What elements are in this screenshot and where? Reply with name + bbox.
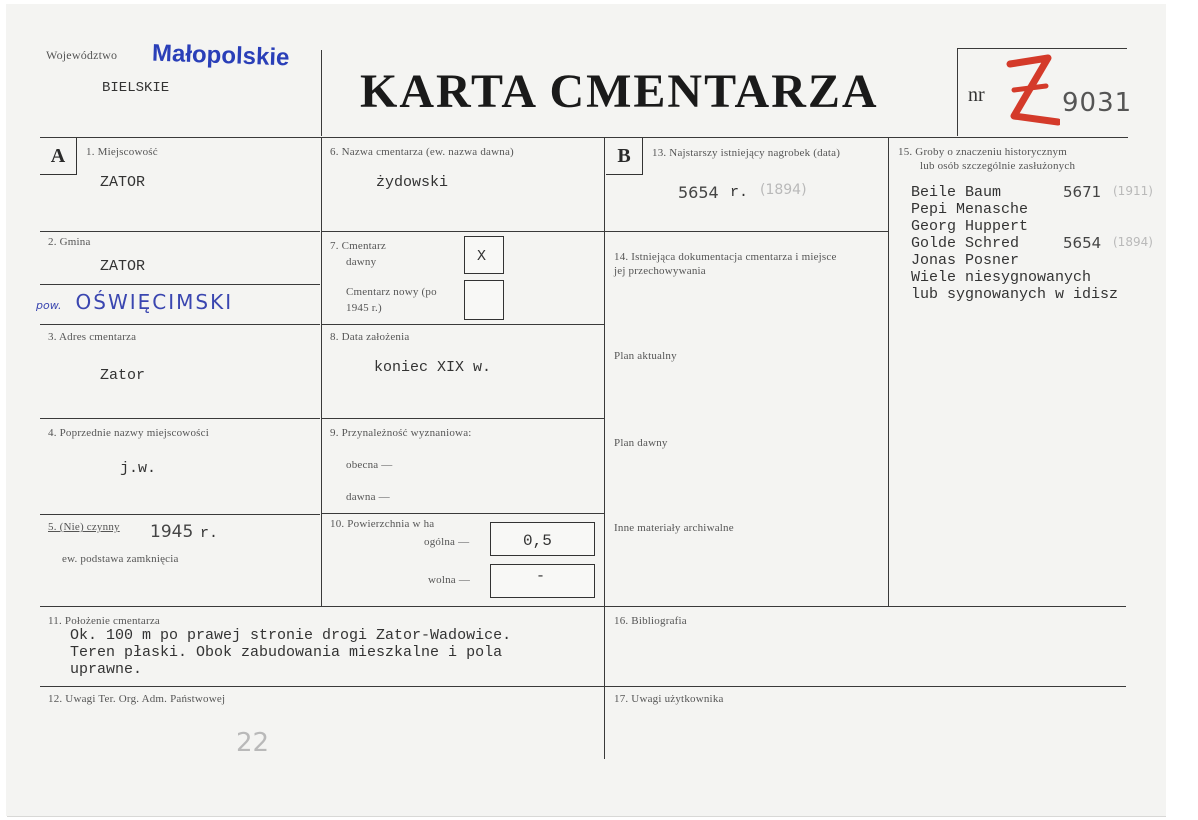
f5-label: 5. (Nie) czynny bbox=[48, 521, 120, 533]
f2-rule bbox=[40, 284, 320, 285]
f6-rule bbox=[322, 231, 604, 232]
inne-materialy: Inne materiały archiwalne bbox=[614, 522, 734, 534]
f13-value: 5654 bbox=[678, 183, 719, 202]
grave-row bbox=[911, 200, 1118, 217]
grave-row bbox=[911, 268, 1118, 285]
f5-sub: ew. podstawa zamknięcia bbox=[62, 553, 179, 565]
f4-label: 4. Poprzednie nazwy miejscowości bbox=[48, 427, 209, 439]
grave-row bbox=[911, 251, 1118, 268]
grave-row bbox=[911, 234, 1153, 252]
f8-label: 8. Data założenia bbox=[330, 331, 410, 343]
f13-hand: (1894) bbox=[760, 182, 807, 198]
grave-name: Pepi Menasche bbox=[911, 201, 1029, 218]
section-a-letter: A bbox=[40, 138, 77, 175]
nr-box-top bbox=[957, 48, 1127, 49]
grave-row bbox=[911, 285, 1118, 302]
grave-name: Jonas Posner bbox=[911, 252, 1020, 269]
bottom-rule-top bbox=[40, 606, 1126, 607]
f3-label: 3. Adres cmentarza bbox=[48, 331, 137, 343]
f7-nowy-box bbox=[464, 280, 504, 320]
wojewodztwo-label: Województwo bbox=[46, 48, 118, 62]
f5-year: 1945 bbox=[150, 522, 194, 542]
card-title: KARTA CMENTARZA bbox=[360, 65, 879, 118]
f2-handwritten bbox=[36, 290, 233, 314]
f9-label: 9. Przynależność wyznaniowa: bbox=[330, 427, 472, 439]
grave-hand-date: (1894) bbox=[1113, 235, 1153, 249]
f7-rule bbox=[322, 324, 604, 325]
f10-wolna-label: wolna — bbox=[428, 574, 471, 586]
graves-list bbox=[911, 183, 1153, 303]
header-divider bbox=[321, 50, 322, 136]
grave-date: 5654 bbox=[1063, 234, 1102, 252]
plan-aktualny: Plan aktualny bbox=[614, 350, 677, 362]
col-divider-3 bbox=[888, 137, 889, 607]
grave-name: lub sygnowanych w idisz bbox=[911, 286, 1119, 303]
f1-value: ZATOR bbox=[100, 174, 146, 191]
f8-value: koniec XIX w. bbox=[374, 359, 492, 376]
main-rule-top bbox=[40, 137, 1128, 138]
f2-hand-value: OŚWIĘCIMSKI bbox=[75, 290, 234, 314]
f6-value: żydowski bbox=[376, 174, 449, 191]
f1-rule bbox=[40, 231, 320, 232]
f2-label: 2. Gmina bbox=[48, 236, 91, 248]
f3-rule bbox=[40, 418, 320, 419]
f9-obecna: obecna — bbox=[346, 459, 393, 471]
f4-rule bbox=[40, 514, 320, 515]
f10-ogolna-value: 0,5 bbox=[523, 532, 552, 550]
f16-label: 16. Bibliografia bbox=[614, 615, 687, 627]
f7-dawny: dawny bbox=[346, 256, 377, 268]
f1-label: 1. Miejscowość bbox=[86, 146, 158, 158]
f11-value: Ok. 100 m po prawej stronie drogi Zator-Wadowice. Teren płaski. Obok zabudowania mieszkalne i pola uprawne. bbox=[70, 627, 512, 678]
f7-label: 7. Cmentarz bbox=[330, 240, 386, 252]
grave-hand-date: (1911) bbox=[1113, 184, 1153, 198]
f10-wolna-value: - bbox=[536, 568, 546, 585]
f13-label: 13. Najstarszy istniejący nagrobek (data) bbox=[652, 147, 841, 159]
f7-dawny-mark: X bbox=[477, 248, 487, 265]
grave-date: 5671 bbox=[1063, 183, 1102, 201]
f2-hand-prefix: pow. bbox=[36, 299, 62, 312]
f15-label-1: 15. Groby o znaczeniu historycznym bbox=[898, 146, 1068, 158]
f5-unit: r. bbox=[200, 525, 219, 542]
f10-ogolna-label: ogólna — bbox=[424, 536, 470, 548]
f17-label: 17. Uwagi użytkownika bbox=[614, 693, 724, 705]
f12-label: 12. Uwagi Ter. Org. Adm. Państwowej bbox=[48, 693, 226, 705]
grave-name: Golde Schred bbox=[911, 235, 1020, 252]
bottom-rule-mid bbox=[40, 686, 1126, 687]
f8-rule bbox=[322, 418, 604, 419]
section-b-letter: B bbox=[606, 138, 643, 175]
f7-nowy: Cmentarz nowy (po 1945 r.) bbox=[346, 286, 437, 314]
nr-value: 9031 bbox=[1062, 88, 1133, 118]
f9-rule bbox=[322, 513, 604, 514]
wojewodztwo-value: BIELSKIE bbox=[102, 80, 170, 96]
f3-value: Zator bbox=[100, 367, 146, 384]
f12-pencil: 22 bbox=[236, 728, 270, 758]
f6-label: 6. Nazwa cmentarza (ew. nazwa dawna) bbox=[330, 146, 514, 158]
f2-value: ZATOR bbox=[100, 258, 146, 275]
col-divider-1 bbox=[321, 137, 322, 607]
f2-rule-bottom bbox=[40, 324, 320, 325]
grave-name: Beile Baum bbox=[911, 184, 1002, 201]
f9-dawna: dawna — bbox=[346, 491, 390, 503]
f14-label: 14. Istniejąca dokumentacja cmentarza i miejsce jej przechowywania bbox=[614, 251, 837, 277]
nr-box-left bbox=[957, 48, 958, 136]
f13-rule bbox=[605, 231, 888, 232]
f11-label-text: 11. Położenie cmentarza bbox=[48, 615, 161, 627]
grave-row bbox=[911, 183, 1153, 201]
grave-name: Georg Huppert bbox=[911, 218, 1029, 235]
scan-margin bbox=[1166, 0, 1198, 820]
f10-label: 10. Powierzchnia w ha bbox=[330, 518, 435, 530]
f13-unit: r. bbox=[730, 184, 749, 201]
f4-value: j.w. bbox=[120, 460, 157, 477]
nr-letter-z bbox=[1000, 50, 1060, 140]
grave-name: Wiele niesygnowanych bbox=[911, 269, 1092, 286]
plan-dawny: Plan dawny bbox=[614, 437, 668, 449]
grave-row bbox=[911, 217, 1118, 234]
f15-label-2: lub osób szczególnie zasłużonych bbox=[920, 160, 1076, 172]
nr-label: nr bbox=[968, 84, 985, 106]
region-stamp: Małopolskie bbox=[151, 39, 290, 72]
